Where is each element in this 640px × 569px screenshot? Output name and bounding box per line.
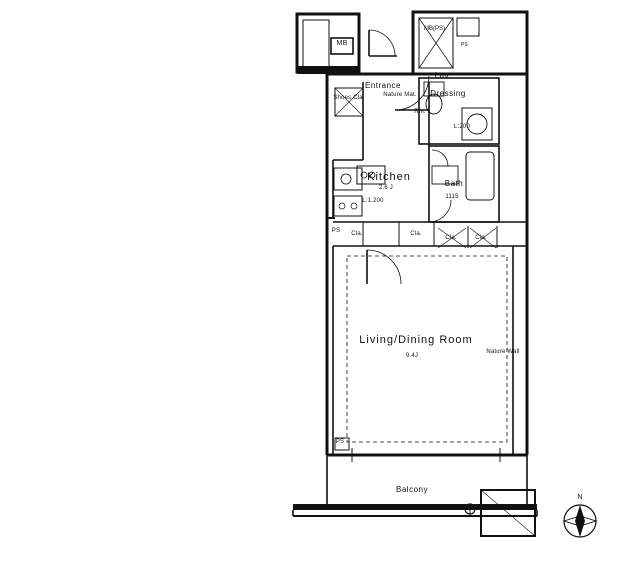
label-living-dining-room: Living/Dining Room xyxy=(359,334,473,346)
label-north: N xyxy=(577,494,583,501)
label-mb: MB xyxy=(336,40,348,47)
label-lav: Lav. xyxy=(434,71,452,80)
label-dressing: Dressing xyxy=(430,89,466,98)
label-bath: Bath xyxy=(444,179,464,188)
svg-text:MB(PS): MB(PS) xyxy=(424,26,445,32)
label-rm: Rm. xyxy=(414,109,426,115)
label-kitchen-area: 2.6 J xyxy=(378,185,394,191)
label-ps-lower: PS xyxy=(335,439,345,445)
svg-text:PS: PS xyxy=(461,42,468,48)
label-nature-mat-entrance: Nature Mat. xyxy=(383,92,417,98)
label-balcony: Balcony xyxy=(396,485,428,494)
label-closet-2: Cla. xyxy=(410,231,422,237)
label-living-area: 9.4J xyxy=(405,353,419,359)
label-closet-3: Cla. xyxy=(445,235,457,241)
label-entrance: Entrance xyxy=(364,81,402,90)
label-bath-size: 1115 xyxy=(445,194,459,200)
label-kitchen-dim: L:1.200 xyxy=(362,198,384,204)
label-washer-dim: L:200 xyxy=(453,124,471,130)
label-nature-wall: Nature Wall xyxy=(486,349,520,355)
label-closet-1: Cla. xyxy=(351,231,363,237)
label-closet-4: Cla. xyxy=(475,235,487,241)
label-shoes-closet: Shoes Cla. xyxy=(333,95,365,101)
label-kitchen: Kitchen xyxy=(367,171,411,183)
label-ps-left: PS xyxy=(331,228,341,234)
